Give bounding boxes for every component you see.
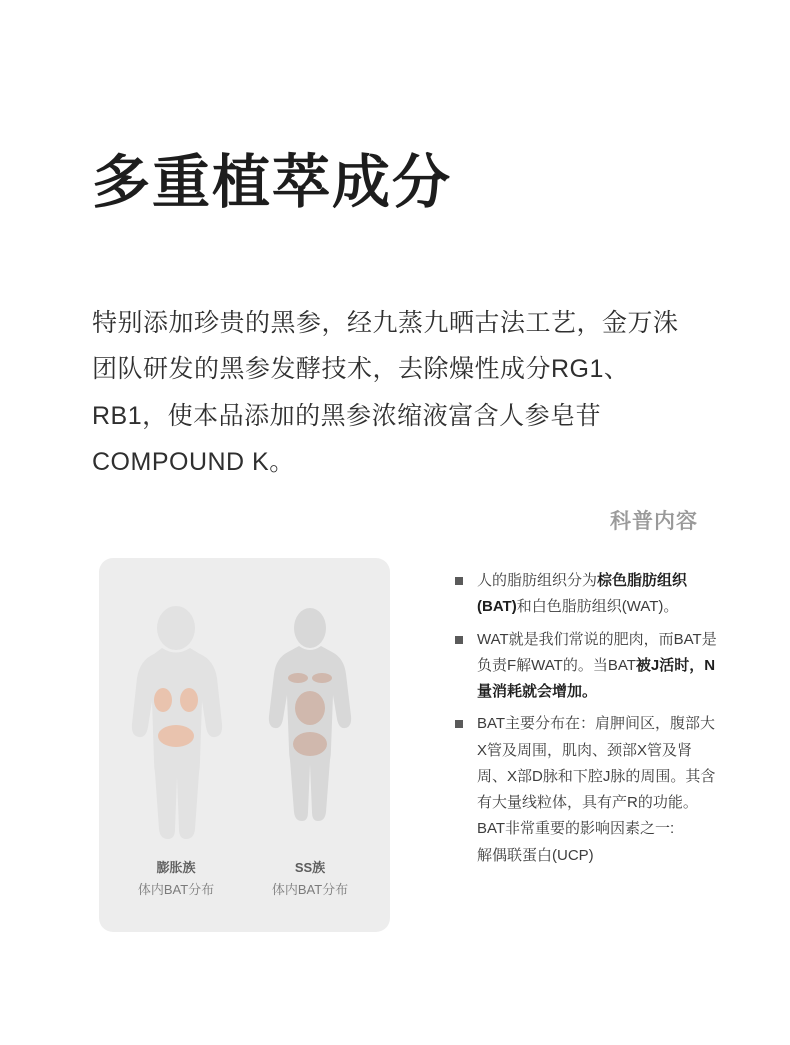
fact-strong: 棕色脂肪组织(BAT) [477,572,688,616]
figure-caption-plump [111,858,241,899]
list-item [455,627,720,706]
fact-extra-line1: BAT非常重要的影响因素之一: [477,820,675,838]
fact-tail: 和白色脂肪组织(WAT)。 [516,598,679,616]
bullet-square-icon [455,720,463,728]
figure-name-plump: 膨胀族 [156,860,196,875]
intro-paragraph: 特别添加珍贵的黑参，经九蒸九晒古法工艺，金万洙团队研发的黑参发酵技术，去除燥性成分RG1、RB1，使本品添加的黑参浓缩液富含人参皂苷COMPOUND K。 [92,309,679,476]
fact-extra-line2: 解偶联蛋白(UCP) [477,846,594,864]
section-label: 科普内容 [610,510,698,533]
figure-caption-slim [245,858,375,899]
page-title: 多重植萃成分 [92,149,453,215]
list-item [455,711,720,869]
figure-subcaption-plump: 体内BAT分布 [137,881,215,897]
figure-subcaption-slim: 体内BAT分布 [271,881,349,897]
bullet-square-icon [455,577,463,585]
fact-lead: 人的脂肪组织分为 [477,572,598,589]
figure-name-slim: SS族 [294,860,326,875]
body-figure-plump [117,604,235,854]
fact-lead: WAT就是我们常说的肥肉，而BAT是负责F解WAT的。当BAT [477,630,717,674]
facts-list [455,568,720,875]
body-figure-slim [251,604,369,854]
fact-strong: 被J活时，N量消耗就会增加。 [477,656,716,700]
illustration-card [99,558,390,932]
list-item [455,568,720,621]
bullet-square-icon [455,636,463,644]
fact-lead: BAT主要分布在：肩胛间区，腹部大X管及周围，肌肉、颈部X管及肾周、X部D脉和下腔J脉的周围。其含有大量线粒体，具有产R的功能。 [477,715,716,811]
